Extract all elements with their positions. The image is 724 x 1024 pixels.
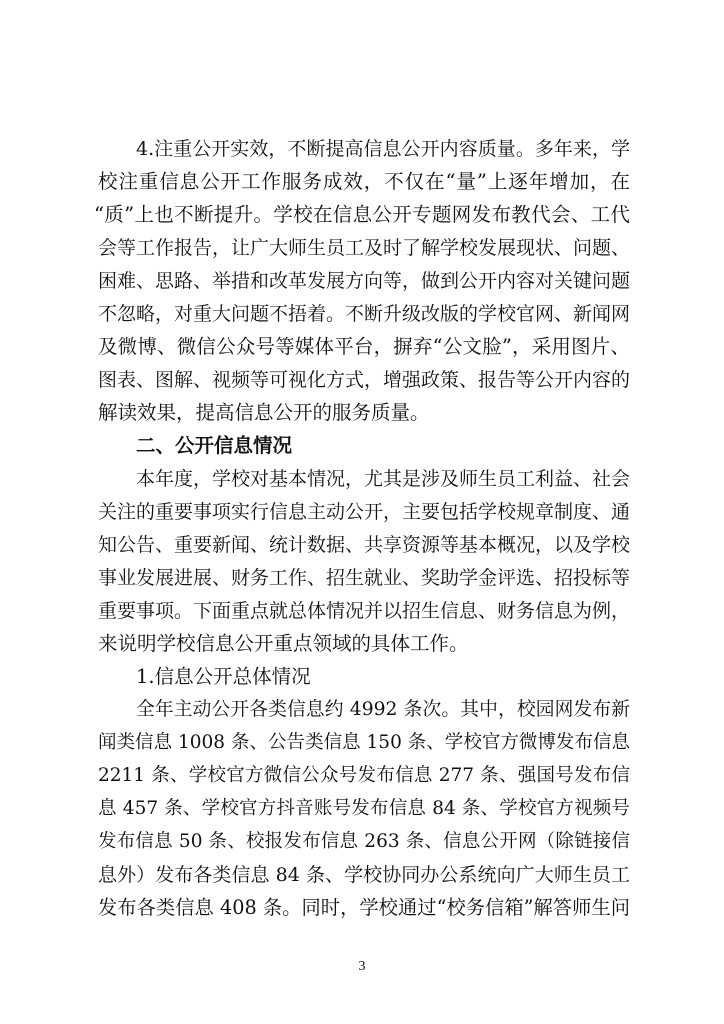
paragraph-line: 闻类信息 1008 条、公告类信息 150 条、学校官方微博发布信息 [98,732,630,753]
paragraph-line: 息外）发布各类信息 84 条、学校协同办公系统向广大师生员工 [98,864,630,886]
paragraph-line: 会等工作报告，让广大师生员工及时了解学校发展现状、问题、 [98,237,631,259]
paragraph-line: 2211 条、学校官方微信公众号发布信息 277 条、强国号发布信 [98,765,630,786]
paragraph-line: 事业发展进展、财务工作、招生就业、奖助学金评选、招投标等 [98,567,631,589]
page-number: 3 [358,959,366,974]
paragraph-line: 全年主动公开各类信息约 4992 条次。其中，校园网发布新 [136,699,630,720]
paragraph-line: 本年度，学校对基本情况，尤其是涉及师生员工利益、社会 [136,468,631,490]
paragraph-line: 不忽略，对重大问题不捂着。不断升级改版的学校官网、新闻网 [98,303,631,325]
subsection-heading: 1.信息公开总体情况 [136,665,311,688]
paragraph-line: 关注的重要事项实行信息主动公开，主要包括学校规章制度、通 [98,501,631,523]
paragraph-line: 4.注重公开实效，不断提高信息公开内容质量。多年来，学 [136,138,630,160]
paragraph-line: 图表、图解、视频等可视化方式，增强政策、报告等公开内容的 [98,369,631,391]
paragraph-line: “质”上也不断提升。学校在信息公开专题网发布教代会、工代 [94,203,630,226]
section-heading: 二、公开信息情况 [136,434,293,457]
paragraph-line: 困难、思路、举措和改革发展方向等，做到公开内容对关键问题 [98,270,631,292]
paragraph-line: 来说明学校信息公开重点领域的具体工作。 [98,632,469,655]
paragraph-line: 息 457 条、学校官方抖音账号发布信息 84 条、学校官方视频号 [98,798,630,819]
paragraph-line: 知公告、重要新闻、统计数据、共享资源等基本概况，以及学校 [98,534,631,556]
paragraph-line: 及微博、微信公众号等媒体平台，摒弃“公文脸”，采用图片、 [98,335,630,358]
paragraph-line: 解读效果，提高信息公开的服务质量。 [98,401,430,424]
paragraph-line: 发布各类信息 408 条。同时，学校通过“校务信箱”解答师生问 [98,896,630,919]
paragraph-line: 发布信息 50 条、校报发布信息 263 条、信息公开网（除链接信 [98,831,630,852]
paragraph-line: 重要事项。下面重点就总体情况并以招生信息、财务信息为例， [98,600,631,622]
paragraph-line: 校注重信息公开工作服务成效，不仅在“量”上逐年增加，在 [98,170,630,193]
